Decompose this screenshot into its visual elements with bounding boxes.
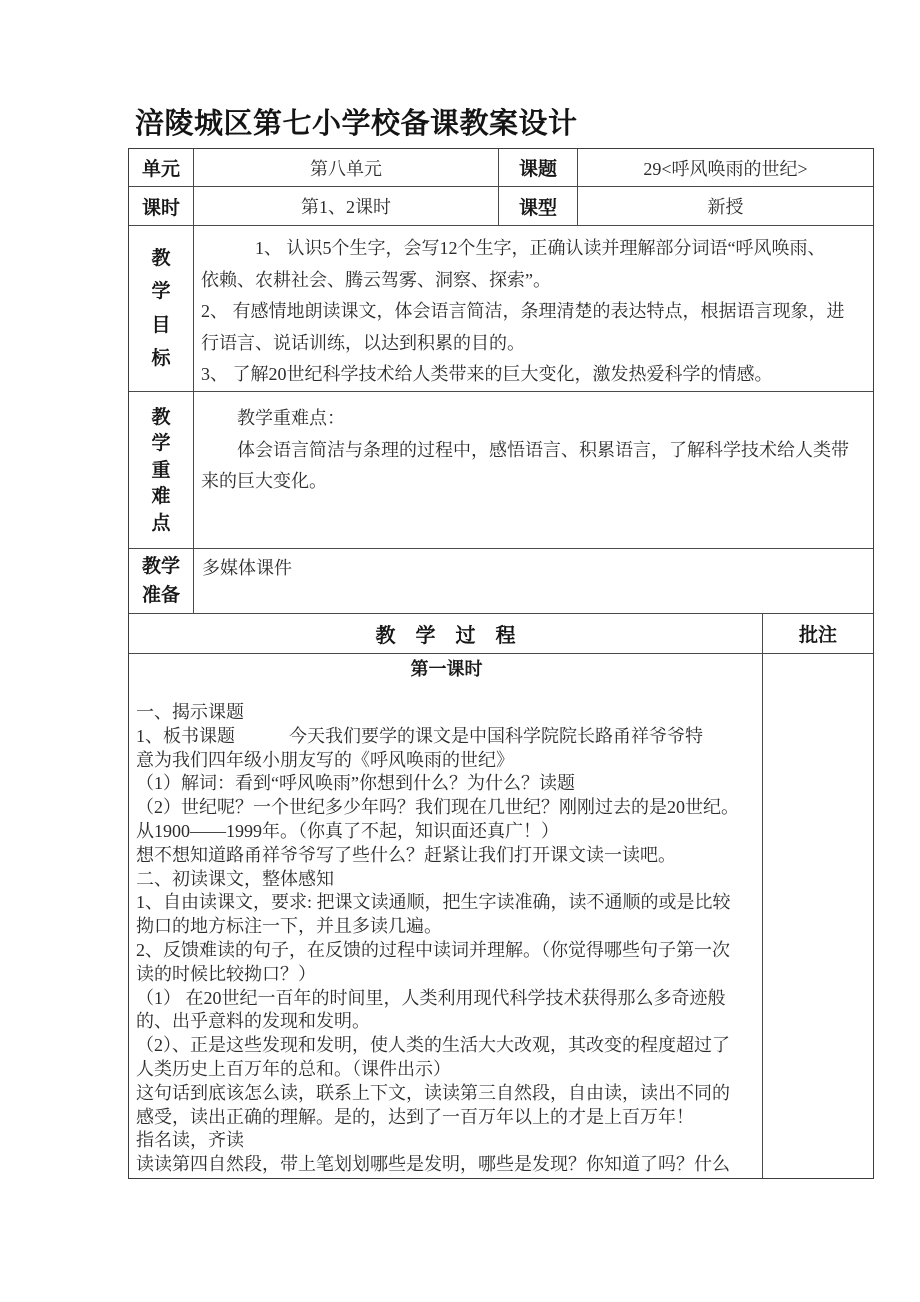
process-line: 拗口的地方标注一下，并且多读几遍。	[136, 916, 442, 937]
table-row-period	[129, 187, 873, 226]
table-row-objectives	[129, 226, 873, 392]
table-row-key-points	[129, 392, 873, 549]
lesson-plan-table	[128, 148, 874, 1179]
annotation-column	[763, 654, 873, 1178]
process-line: 2、反馈难读的句子，在反馈的过程中读词并理解。（你觉得哪些句子第一次	[136, 939, 730, 960]
key-points-line: 来的巨大变化。	[201, 471, 327, 491]
process-line: 读的时候比较拗口？）	[136, 963, 316, 984]
table-row-process-body	[129, 654, 873, 1178]
objectives-line: 依赖、农耕社会、腾云驾雾、洞察、探索”。	[201, 269, 551, 290]
objectives-label	[129, 226, 194, 391]
process-line: 指名读，齐读	[136, 1130, 244, 1151]
period-label: 课时	[129, 187, 194, 225]
objectives-label-char: 目	[151, 314, 171, 336]
process-line: （1）解词：看到“呼风唤雨”你想到什么？为什么？读题	[136, 773, 575, 794]
objectives-label-char: 学	[151, 281, 171, 303]
lesson-type-value: 新授	[707, 197, 744, 217]
process-lines	[136, 701, 757, 1177]
process-line: （2）世纪呢？一个世纪多少年吗？我们现在几世纪？刚刚过去的是20世纪。	[136, 797, 739, 818]
process-line: 一、揭示课题	[136, 702, 244, 722]
objectives-label-char: 标	[151, 348, 171, 370]
process-line: （1） 在20世纪一百年的时间里，人类利用现代科学技术获得那么多奇迹般	[136, 987, 726, 1008]
objectives-line: 3、 了解20世纪科学技术给人类带来的巨大变化，激发热爱科学的情感。	[201, 364, 773, 384]
preparation-content: 多媒体课件	[202, 558, 292, 578]
period-value: 第1、2课时	[194, 187, 499, 225]
key-points-label	[129, 392, 194, 548]
process-line: 二、初读课文，整体感知	[136, 868, 334, 889]
process-line: 这句话到底该怎么读，联系上下文，读读第三自然段，自由读，读出不同的	[136, 1082, 730, 1103]
unit-value: 第八单元	[194, 149, 499, 186]
key-points-label-char: 重	[151, 459, 171, 481]
preparation-label	[129, 549, 194, 613]
annotation-header: 批注	[798, 625, 837, 646]
process-line: 想不想知道路甬祥爷爷写了些什么？赶紧让我们打开课文读一读吧。	[136, 844, 676, 865]
objectives-line: 2、 有感情地朗读课文，体会语言简洁，条理清楚的表达特点，根据语言现象，进	[201, 301, 845, 321]
objectives-line: 行语言、说话训练，以达到积累的目的。	[201, 332, 525, 353]
process-content	[129, 654, 763, 1178]
objectives-label-char: 教	[151, 247, 171, 269]
topic-value: 29<呼风唤雨的世纪>	[643, 158, 808, 179]
key-points-label-char: 学	[151, 433, 171, 454]
unit-label: 单元	[129, 149, 194, 186]
process-line: 1、自由读课文，要求: 把课文读通顺，把生字读准确，读不通顺的或是比较	[136, 892, 731, 913]
topic-label: 课题	[499, 149, 578, 186]
process-line: 的、出乎意料的发现和发明。	[136, 1011, 370, 1032]
table-row-preparation	[129, 549, 873, 614]
lesson-type-label: 课型	[499, 187, 578, 225]
preparation-label-line: 教学	[141, 556, 180, 577]
process-header: 教 学 过 程	[129, 614, 763, 653]
table-row-process-header	[129, 614, 873, 654]
process-line: （2）、正是这些发现和发明，使人类的生活大大改观，其改变的程度超过了	[136, 1035, 730, 1056]
session-title: 第一课时	[410, 659, 483, 679]
objectives-content	[194, 226, 873, 391]
process-line: 感受，读出正确的理解。是的，达到了一百万年以上的才是上百万年！	[136, 1106, 694, 1127]
key-points-label-char: 难	[151, 486, 171, 507]
process-line: 人类历史上百万年的总和。（课件出示）	[136, 1058, 451, 1079]
key-points-line: 教学重难点：	[201, 408, 345, 428]
preparation-label-line: 准备	[141, 585, 180, 606]
process-line: 读读第四自然段，带上笔划划哪些是发明，哪些是发现？你知道了吗？什么	[136, 1154, 730, 1175]
objectives-line: 1、 认识5个生字，会写12个生字，正确认读并理解部分词语“呼风唤雨、	[201, 238, 826, 258]
key-points-label-char: 教	[151, 406, 171, 428]
key-points-content	[194, 392, 873, 548]
key-points-label-char: 点	[151, 512, 171, 534]
process-line: 意为我们四年级小朋友写的《呼风唤雨的世纪》	[136, 749, 514, 770]
page-title: 涪陵城区第七小学校备课教案设计	[135, 108, 578, 140]
process-line: 1、板书课题 今天我们要学的课文是中国科学院院长路甬祥爷爷特	[136, 725, 703, 746]
table-row-unit	[129, 149, 873, 187]
key-points-line: 体会语言简洁与条理的过程中，感悟语言、积累语言，了解科学技术给人类带	[201, 439, 849, 460]
process-line: 从1900——1999年。（你真了不起，知识面还真广！）	[136, 820, 559, 841]
